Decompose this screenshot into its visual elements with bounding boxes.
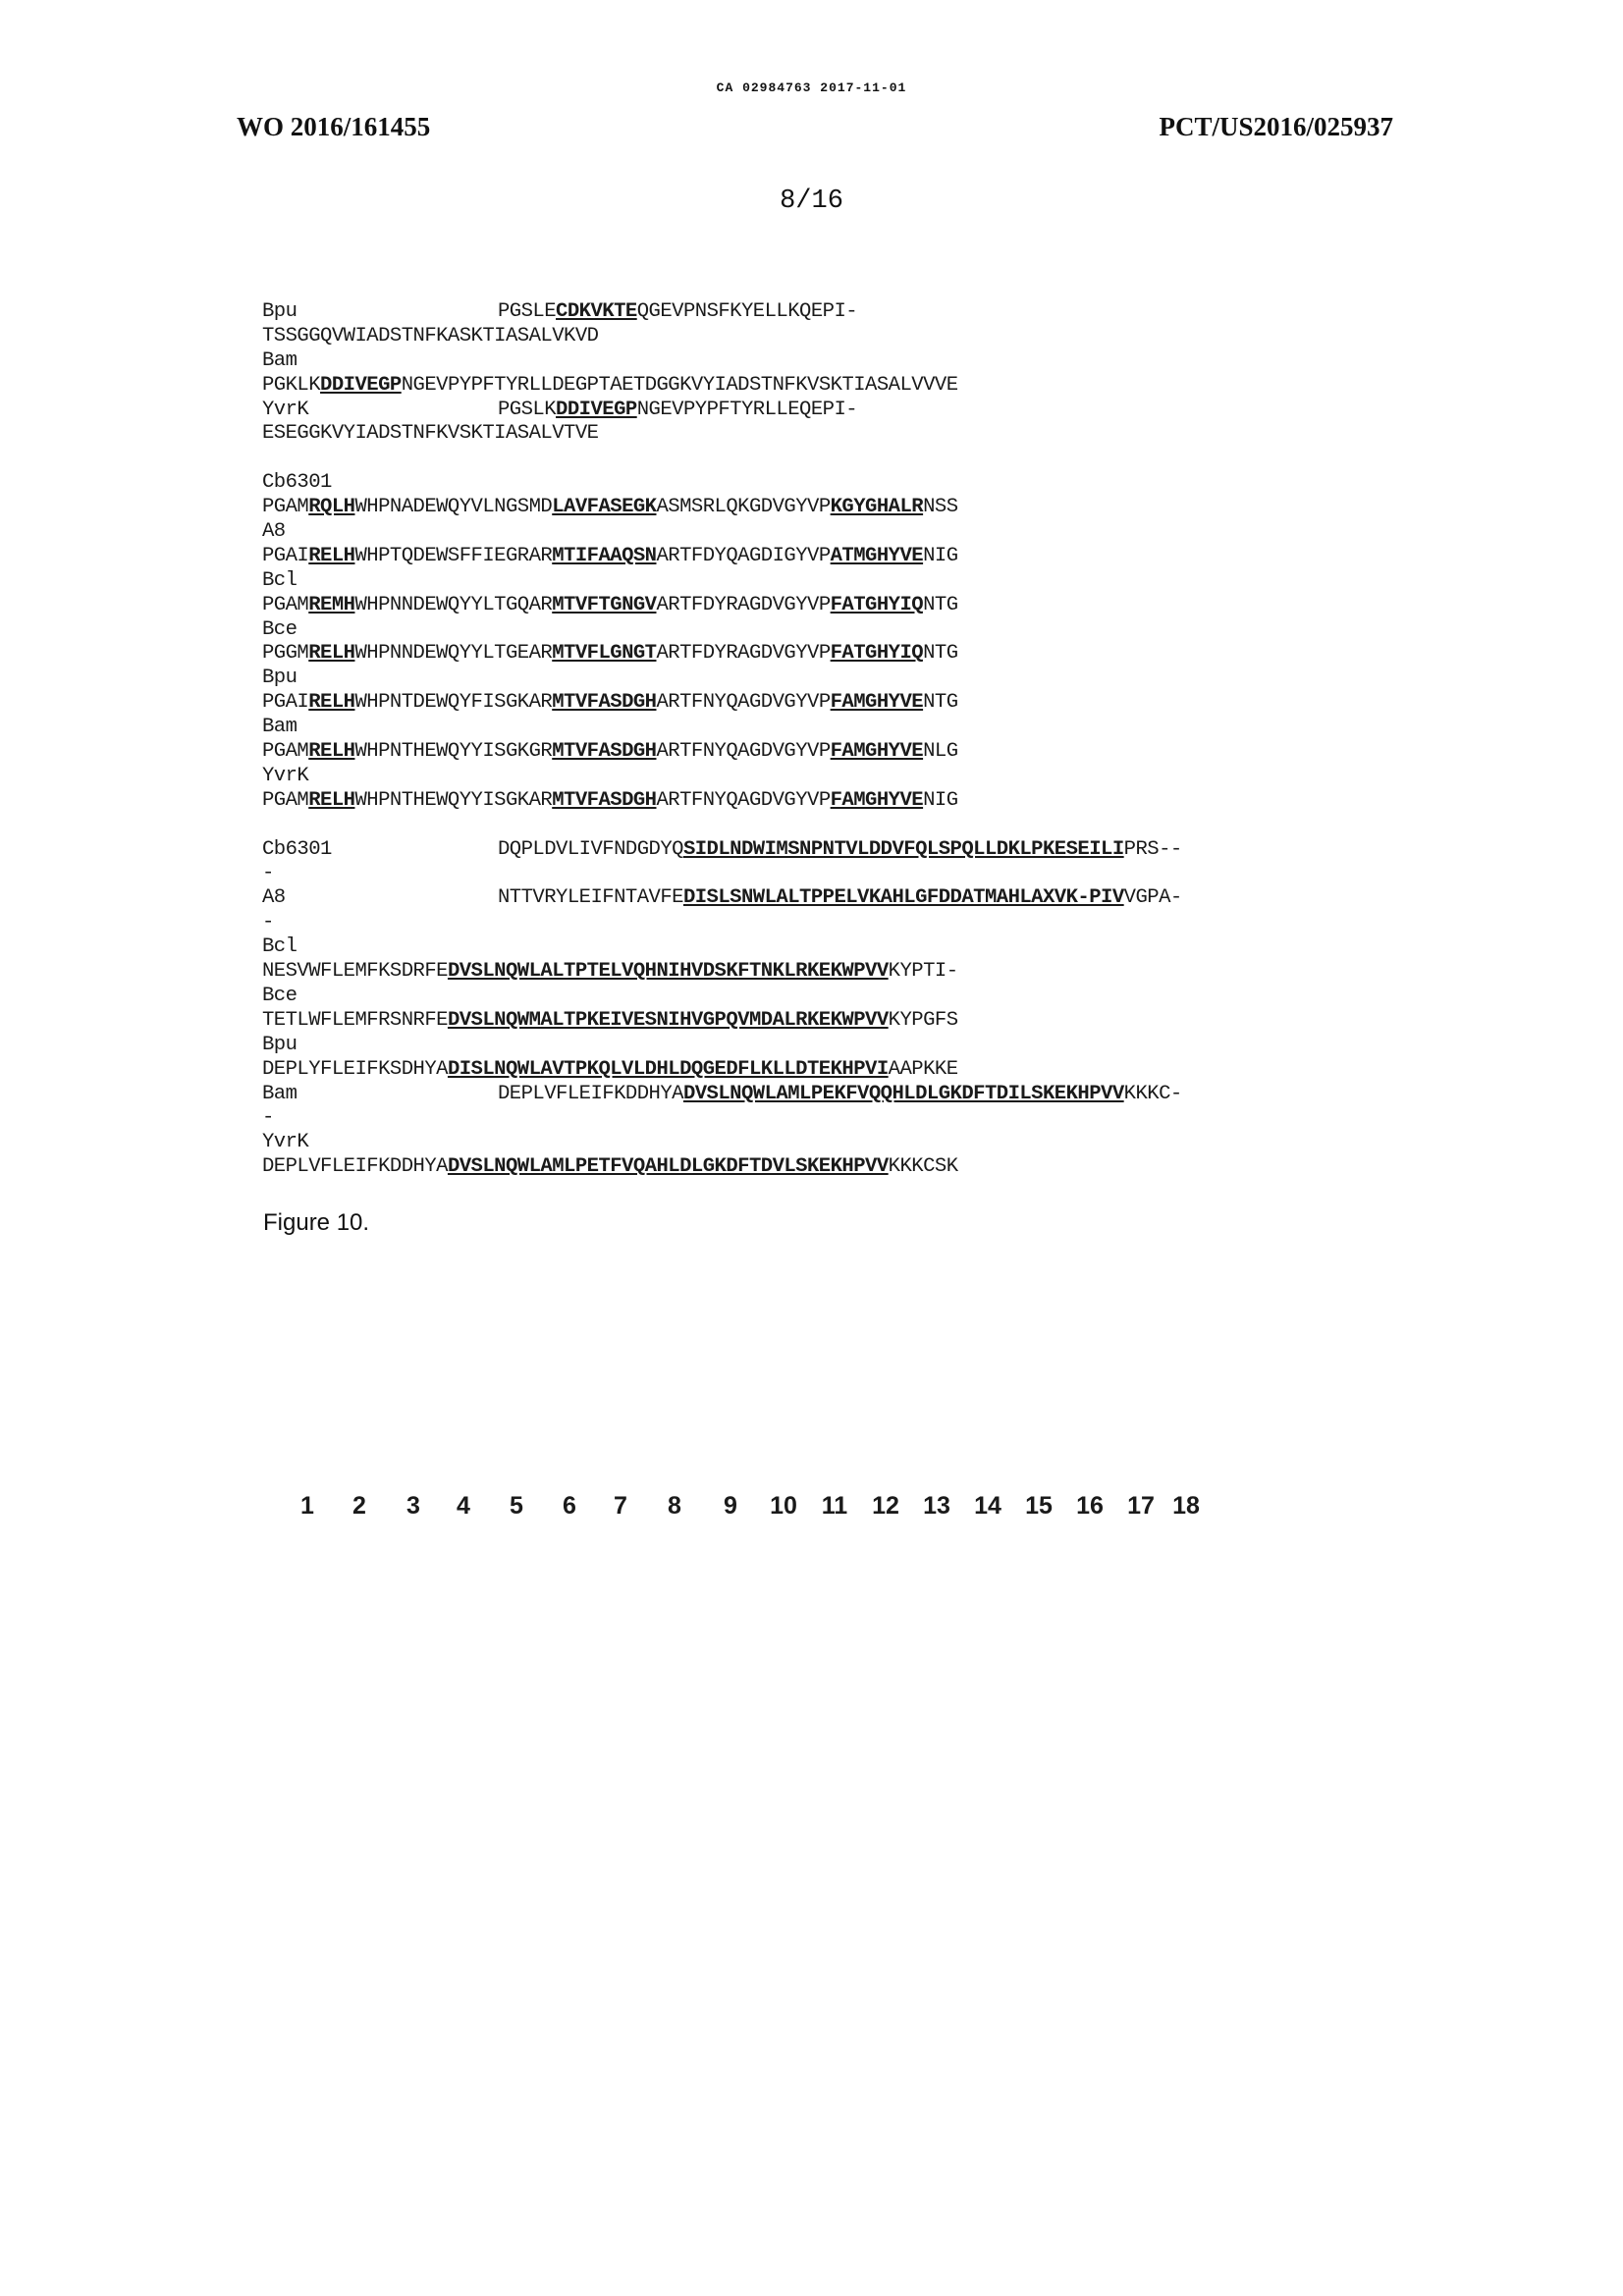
conserved-motif: DDIVEGP xyxy=(320,373,402,397)
sequence-text: PGAI xyxy=(262,544,309,567)
page-link-16[interactable]: 16 xyxy=(1076,1492,1104,1520)
alignment-line xyxy=(262,716,1381,740)
alignment-line xyxy=(262,374,1381,399)
sequence-text: DEPLYFLEIFKSDHYA xyxy=(262,1057,448,1081)
sequence-text: Bam xyxy=(262,1082,298,1105)
alignment-line xyxy=(262,911,1381,935)
page-link-12[interactable]: 12 xyxy=(872,1492,899,1520)
sequence-text: ARTFDYQAGDIGYVP xyxy=(656,544,831,567)
page-link-15[interactable]: 15 xyxy=(1025,1492,1053,1520)
ca-document-header: CA 02984763 2017-11-01 xyxy=(716,80,907,95)
alignment-line xyxy=(262,1106,1381,1131)
sequence-text: NIG xyxy=(923,544,958,567)
sequence-text: WHPNTHEWQYYISGKGR xyxy=(354,740,553,764)
sequence-text: WHPNTHEWQYYISGKAR xyxy=(354,788,553,812)
sequence-text: PGAM xyxy=(262,593,309,616)
sequence-text: KKKCSK xyxy=(888,1155,958,1179)
sequence-text: NTG xyxy=(923,691,958,715)
conserved-motif: MTVFTGNGV xyxy=(552,593,657,616)
page-link-4[interactable]: 4 xyxy=(457,1492,470,1520)
conserved-motif: DVSLNQWMALTPKEIVESNIHVGPQVMDALRKEKWPVV xyxy=(447,1008,889,1032)
sequence-text: ESEGGKVYIADSTNFKVSKTIASALVTVE xyxy=(262,422,599,446)
alignment-line xyxy=(262,349,1381,374)
conserved-motif: RELH xyxy=(308,740,355,764)
alignment-spacer xyxy=(262,447,1381,471)
sequence-alignment xyxy=(262,300,1381,1180)
sequence-text: A8 xyxy=(262,886,286,910)
conserved-motif: DVSLNQWLAMLPEKFVQQHLDLGKDFTDILSKEKHPVV xyxy=(682,1082,1124,1105)
alignment-line xyxy=(262,642,1381,667)
alignment-line xyxy=(262,594,1381,618)
alignment-line xyxy=(262,862,1381,886)
alignment-line xyxy=(262,1009,1381,1034)
conserved-motif: MTIFAAQSN xyxy=(552,544,657,567)
sequence-text: KYPTI- xyxy=(888,960,958,984)
sequence-text: PRS-- xyxy=(1123,837,1182,861)
sequence-text: NTG xyxy=(923,593,958,616)
conserved-motif: FATGHYIQ xyxy=(830,642,924,666)
pct-application-number: PCT/US2016/025937 xyxy=(1159,112,1393,141)
sequence-text: YvrK xyxy=(262,398,309,421)
conserved-motif: RELH xyxy=(308,544,355,567)
sequence-text: DEPLVFLEIFKDDHYA xyxy=(498,1082,683,1105)
page-link-3[interactable]: 3 xyxy=(406,1492,420,1520)
alignment-line xyxy=(262,960,1381,985)
alignment-spacer xyxy=(262,814,1381,838)
figure-caption: Figure 10. xyxy=(263,1209,370,1236)
page-link-5[interactable]: 5 xyxy=(510,1492,523,1520)
conserved-motif: MTVFASDGH xyxy=(552,788,657,812)
sequence-text: NESVWFLEMFKSDRFE xyxy=(262,960,448,984)
alignment-line xyxy=(262,1083,1381,1107)
sequence-text: ARTFDYRAGDVGYVP xyxy=(656,642,831,666)
alignment-line xyxy=(262,520,1381,545)
sequence-text: A8 xyxy=(262,520,286,544)
page-link-8[interactable]: 8 xyxy=(668,1492,681,1520)
conserved-motif: DISLSNWLALTPPELVKAHLGFDDATMAHLAXVK-PIV xyxy=(682,886,1124,910)
alignment-line xyxy=(262,1131,1381,1155)
conserved-motif: ATMGHYVE xyxy=(830,544,924,567)
sequence-text: Bpu xyxy=(262,1033,298,1056)
alignment-line xyxy=(262,1058,1381,1083)
alignment-line xyxy=(262,691,1381,716)
sequence-text: NGEVPYPFTYRLLDEGPTAETDGGKVYIADSTNFKVSKTIASALVVVE xyxy=(401,373,958,397)
sequence-text: KKKC- xyxy=(1123,1082,1182,1105)
sequence-text: NGEVPYPFTYRLLEQEPI- xyxy=(636,398,858,421)
alignment-line xyxy=(262,569,1381,594)
conserved-motif: RELH xyxy=(308,642,355,666)
alignment-line xyxy=(262,765,1381,789)
conserved-motif: MTVFASDGH xyxy=(552,691,657,715)
sequence-text: PGAM xyxy=(262,740,309,764)
sequence-text: VGPA- xyxy=(1123,886,1182,910)
sheet-number: 8/16 xyxy=(780,187,843,216)
alignment-line xyxy=(262,1034,1381,1058)
alignment-line xyxy=(262,399,1381,423)
conserved-motif: REMH xyxy=(308,593,355,616)
alignment-line xyxy=(262,618,1381,643)
sequence-text: DEPLVFLEIFKDDHYA xyxy=(262,1155,448,1179)
conserved-motif: KGYGHALR xyxy=(830,496,924,519)
alignment-line xyxy=(262,667,1381,691)
sequence-text: WHPNNDEWQYYLTGQAR xyxy=(354,593,553,616)
page-link-13[interactable]: 13 xyxy=(923,1492,950,1520)
alignment-line xyxy=(262,545,1381,569)
sequence-text: WHPNTDEWQYFISGKAR xyxy=(354,691,553,715)
sequence-text: Bpu xyxy=(262,667,298,690)
conserved-motif: CDKVKTE xyxy=(556,300,637,323)
sequence-text: PGSLK xyxy=(498,398,557,421)
alignment-line xyxy=(262,422,1381,447)
sequence-text: PGAM xyxy=(262,788,309,812)
alignment-line xyxy=(262,325,1381,349)
alignment-line xyxy=(262,471,1381,496)
sequence-text: Bce xyxy=(262,617,298,641)
sequence-text: Bce xyxy=(262,984,298,1007)
sequence-text: ARTFDYRAGDVGYVP xyxy=(656,593,831,616)
alignment-line xyxy=(262,496,1381,520)
sequence-text: PGAM xyxy=(262,496,309,519)
page-link-6[interactable]: 6 xyxy=(563,1492,576,1520)
sequence-text: - xyxy=(262,1106,274,1130)
conserved-motif: DISLNQWLAVTPKQLVLDHLDQGEDFLKLLDTEKHPVI xyxy=(447,1057,889,1081)
sequence-text: YvrK xyxy=(262,1131,309,1154)
sequence-text: YvrK xyxy=(262,764,309,787)
sequence-text: PGGM xyxy=(262,642,309,666)
page-link-18[interactable]: 18 xyxy=(1172,1492,1200,1520)
conserved-motif: RELH xyxy=(308,788,355,812)
alignment-line xyxy=(262,1155,1381,1180)
page-link-14[interactable]: 14 xyxy=(974,1492,1001,1520)
sequence-text: NSS xyxy=(923,496,958,519)
conserved-motif: FATGHYIQ xyxy=(830,593,924,616)
sequence-text: - xyxy=(262,862,274,885)
alignment-line xyxy=(262,838,1381,863)
sequence-text: Bam xyxy=(262,348,298,372)
page-link-11[interactable]: 11 xyxy=(821,1492,848,1520)
sequence-text: NLG xyxy=(923,740,958,764)
conserved-motif: DVSLNQWLALTPTELVQHNIHVDSKFTNKLRKEKWPVV xyxy=(447,960,889,984)
sequence-text: Bcl xyxy=(262,935,298,959)
page-link-17[interactable]: 17 xyxy=(1127,1492,1155,1520)
sequence-text: WHPNNDEWQYYLTGEAR xyxy=(354,642,553,666)
sequence-text: PGAI xyxy=(262,691,309,715)
sequence-text: ARTFNYQAGDVGYVP xyxy=(656,740,831,764)
sequence-text: DQPLDVLIVFNDGDYQ xyxy=(498,837,683,861)
sequence-text: Cb6301 xyxy=(262,837,332,861)
conserved-motif: MTVFLGNGT xyxy=(552,642,657,666)
alignment-line xyxy=(262,985,1381,1009)
sequence-text: NTG xyxy=(923,642,958,666)
alignment-line xyxy=(262,789,1381,814)
sequence-text: QGEVPNSFKYELLKQEPI- xyxy=(636,300,858,323)
page-navigation xyxy=(285,1492,1206,1525)
page-link-2[interactable]: 2 xyxy=(352,1492,366,1520)
sequence-text: NIG xyxy=(923,788,958,812)
alignment-line xyxy=(262,300,1381,325)
conserved-motif: FAMGHYVE xyxy=(830,740,924,764)
sequence-text: PGKLK xyxy=(262,373,321,397)
conserved-motif: FAMGHYVE xyxy=(830,691,924,715)
sequence-text: Bcl xyxy=(262,568,298,592)
sequence-text: Bam xyxy=(262,716,298,739)
sequence-text: KYPGFS xyxy=(888,1008,958,1032)
sequence-text: - xyxy=(262,911,274,934)
wo-publication-number: WO 2016/161455 xyxy=(237,112,431,141)
conserved-motif: DVSLNQWLAMLPETFVQAHLDLGKDFTDVLSKEKHPVV xyxy=(447,1155,889,1179)
sequence-text: ARTFNYQAGDVGYVP xyxy=(656,788,831,812)
conserved-motif: RELH xyxy=(308,691,355,715)
conserved-motif: DDIVEGP xyxy=(556,398,637,421)
alignment-line xyxy=(262,740,1381,765)
conserved-motif: LAVFASEGK xyxy=(552,496,657,519)
conserved-motif: MTVFASDGH xyxy=(552,740,657,764)
sequence-text: WHPNADEWQYVLNGSMD xyxy=(354,496,553,519)
conserved-motif: RQLH xyxy=(308,496,355,519)
sequence-text: PGSLE xyxy=(498,300,557,323)
conserved-motif: SIDLNDWIMSNPNTVLDDVFQLSPQLLDKLPKESEILI xyxy=(682,837,1124,861)
alignment-line xyxy=(262,886,1381,911)
sequence-text: Bpu xyxy=(262,300,298,323)
sequence-text: NTTVRYLEIFNTAVFE xyxy=(498,886,683,910)
page-link-7[interactable]: 7 xyxy=(614,1492,627,1520)
sequence-text: TSSGGQVWIADSTNFKASKTIASALVKVD xyxy=(262,324,599,347)
sequence-text: ASMSRLQKGDVGYVP xyxy=(656,496,831,519)
page-link-1[interactable]: 1 xyxy=(300,1492,314,1520)
page-link-9[interactable]: 9 xyxy=(724,1492,737,1520)
sequence-text: TETLWFLEMFRSNRFE xyxy=(262,1008,448,1032)
conserved-motif: FAMGHYVE xyxy=(830,788,924,812)
sequence-text: ARTFNYQAGDVGYVP xyxy=(656,691,831,715)
page-link-10[interactable]: 10 xyxy=(770,1492,797,1520)
sequence-text: AAPKKE xyxy=(888,1057,958,1081)
sequence-text: WHPTQDEWSFFIEGRAR xyxy=(354,544,553,567)
sequence-text: Cb6301 xyxy=(262,471,332,495)
alignment-line xyxy=(262,935,1381,960)
